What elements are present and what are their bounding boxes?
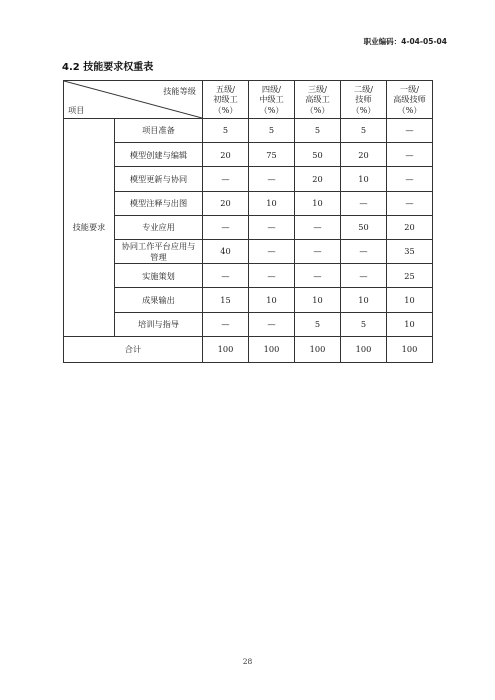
row-item: 模型创建与编辑 (115, 143, 203, 167)
level-header-1: 一级/ 高级技师 （%） (387, 81, 433, 119)
total-value: 100 (203, 336, 249, 362)
cell-value: — (341, 264, 387, 288)
cell-value: 10 (295, 288, 341, 312)
corner-label-item: 项目 (68, 104, 85, 115)
table-row (64, 288, 433, 312)
cell-value: — (295, 264, 341, 288)
cell-value: — (249, 264, 295, 288)
cell-value: 20 (341, 143, 387, 167)
cell-value: 10 (295, 191, 341, 215)
row-item: 成果输出 (115, 288, 203, 312)
cell-value: 40 (203, 239, 249, 263)
cell-value: 10 (387, 288, 433, 312)
cell-value: 5 (249, 119, 295, 143)
cell-value: 75 (249, 143, 295, 167)
cell-value: 5 (295, 312, 341, 336)
cell-value: 5 (341, 119, 387, 143)
skill-weight-table (63, 80, 433, 363)
cell-value: — (249, 215, 295, 239)
corner-label-level: 技能等级 (163, 86, 196, 96)
level-header-5: 五级/ 初级工 （%） (203, 81, 249, 119)
cell-value: — (387, 143, 433, 167)
level-header-4: 四级/ 中级工 （%） (249, 81, 295, 119)
occupation-code: 职业编码：4-04-05-04 (363, 37, 447, 46)
cell-value: 10 (341, 167, 387, 191)
cell-value: 10 (387, 312, 433, 336)
diagonal-header-cell (64, 81, 203, 119)
cell-value: 10 (249, 191, 295, 215)
cell-value: 35 (387, 239, 433, 263)
row-item: 培训与指导 (115, 312, 203, 336)
cell-value: — (295, 215, 341, 239)
row-item: 模型更新与协同 (115, 167, 203, 191)
row-item: 实施策划 (115, 264, 203, 288)
level-header-3: 三级/ 高级工 （%） (295, 81, 341, 119)
cell-value: — (203, 312, 249, 336)
cell-value: — (387, 119, 433, 143)
page-number: 28 (242, 657, 253, 666)
cell-value: — (387, 167, 433, 191)
total-row (64, 336, 433, 362)
table-row (64, 239, 433, 263)
cell-value: 25 (387, 264, 433, 288)
total-value: 100 (295, 336, 341, 362)
table-row (64, 143, 433, 167)
cell-value: 5 (341, 312, 387, 336)
cell-value: 5 (295, 119, 341, 143)
table-row (64, 264, 433, 288)
cell-value: — (203, 167, 249, 191)
table-header-row (64, 81, 433, 119)
row-item: 项目准备 (115, 119, 203, 143)
row-item: 专业应用 (115, 215, 203, 239)
table-row (64, 167, 433, 191)
total-value: 100 (387, 336, 433, 362)
cell-value: — (249, 312, 295, 336)
cell-value: 20 (203, 191, 249, 215)
cell-value: 5 (203, 119, 249, 143)
cell-value: — (387, 191, 433, 215)
cell-value: — (203, 215, 249, 239)
cell-value: 20 (295, 167, 341, 191)
cell-value: — (249, 239, 295, 263)
total-value: 100 (341, 336, 387, 362)
level-header-2: 二级/ 技师 （%） (341, 81, 387, 119)
cell-value: — (341, 239, 387, 263)
table-row (64, 215, 433, 239)
row-item: 协同工作平台应用与管理 (115, 239, 203, 263)
table-row (64, 119, 433, 143)
cell-value: — (203, 264, 249, 288)
cell-value: 20 (387, 215, 433, 239)
cell-value: 50 (295, 143, 341, 167)
cell-value: 50 (341, 215, 387, 239)
cell-value: 10 (341, 288, 387, 312)
cell-value: — (341, 191, 387, 215)
section-title: 4.2 技能要求权重表 (62, 62, 154, 73)
cell-value: — (295, 239, 341, 263)
row-item: 模型注释与出图 (115, 191, 203, 215)
cell-value: 20 (203, 143, 249, 167)
cell-value: — (249, 167, 295, 191)
total-value: 100 (249, 336, 295, 362)
cell-value: 15 (203, 288, 249, 312)
total-label: 合计 (64, 336, 203, 362)
cell-value: 10 (249, 288, 295, 312)
group-label: 技能要求 (64, 119, 115, 337)
table-row (64, 312, 433, 336)
table-row (64, 191, 433, 215)
